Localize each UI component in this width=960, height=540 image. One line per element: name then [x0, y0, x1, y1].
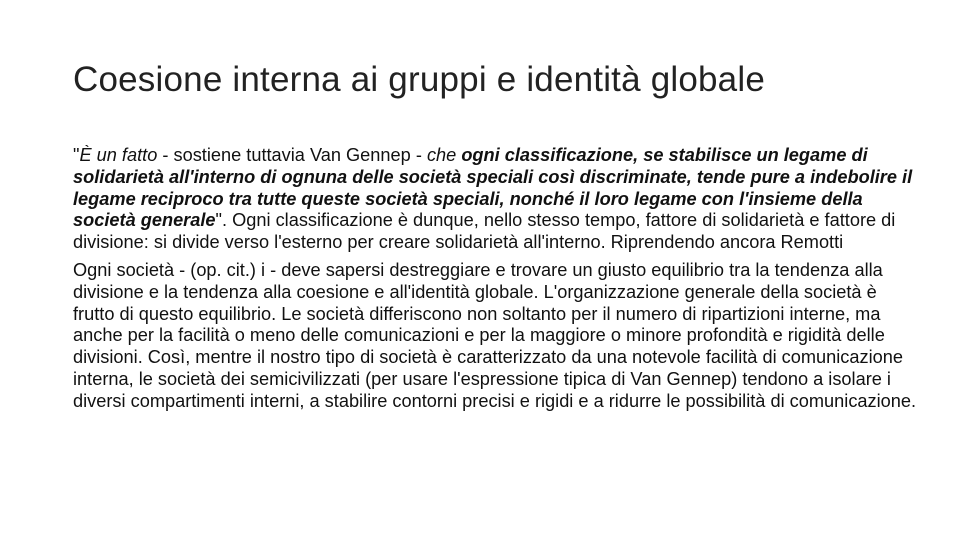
quote-che: che	[426, 145, 457, 165]
close-quote: ".	[215, 210, 233, 231]
quote-attribution: - sostiene tuttavia Van Gennep -	[157, 145, 427, 165]
open-quote: "	[73, 145, 80, 165]
paragraph-quote	[73, 145, 918, 254]
quote-start: È un fatto	[79, 145, 158, 165]
paragraph-continuation: Ogni classificazione è dunque, nello stesso tempo, fattore di solidarietà e fattore di divisione: si divide verso l'esterno per creare solidarietà all'interno. Riprendendo ancora Remotti	[73, 210, 896, 253]
paragraph-equilibrium: Ogni società - (op. cit.) i - deve sapersi destreggiare e trovare un giusto equilibrio tra la tendenza alla divisione e la tendenza alla coesione e all'identità globale. L'organizzazione generale della società è frutto di questo equilibrio. Le società differiscono non soltanto per il numero di ripartizioni interne, ma anche per la facilità o meno delle comunicazioni e per la maggiore o minore profondità e rigidità delle divisioni. Così, mentre il nostro tipo di società è caratterizzato da una notevole facilità di comunicazione interna, le società dei semicivilizzati (per usare l'espressione tipica di Van Gennep) tendono a isolare i diversi compartimenti interni, a stabilire contorni precisi e rigidi e a ridurre le possibilità di comunicazione.	[73, 259, 917, 411]
quote-body: ogni classificazione, se stabilisce un legame di solidarietà all'interno di ognuna delle società speciali così discriminate, tende pure a indebolire il legame reciproco tra tutte queste società speciali, nonché il loro legame con l'insieme della società generale	[73, 145, 913, 231]
slide-title: Coesione interna ai gruppi e identità globale	[73, 60, 765, 99]
slide-body	[73, 145, 918, 413]
